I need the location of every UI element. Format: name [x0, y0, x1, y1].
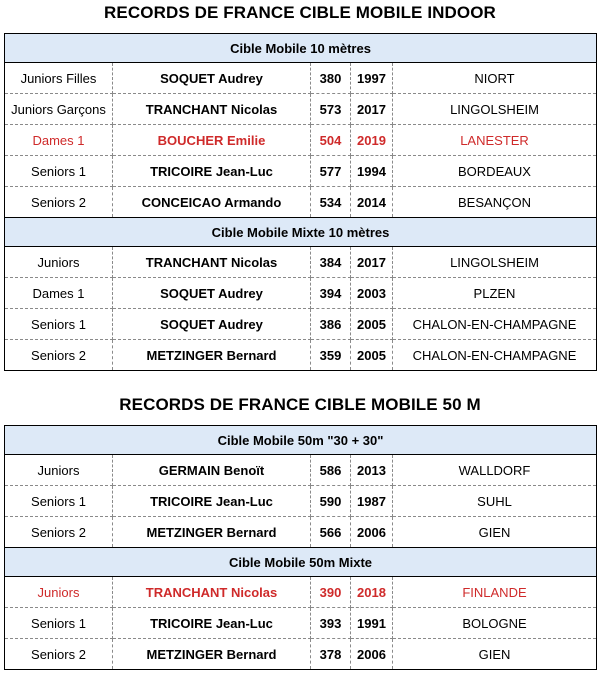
year-cell: 2006 [351, 517, 393, 548]
table-row [5, 63, 597, 94]
category-cell: Seniors 2 [5, 517, 113, 548]
year-cell: 2013 [351, 455, 393, 486]
score-cell: 504 [311, 125, 351, 156]
table-row [5, 309, 597, 340]
category-cell: Juniors [5, 247, 113, 278]
year-cell: 2003 [351, 278, 393, 309]
category-cell: Juniors Garçons [5, 94, 113, 125]
section-header [5, 218, 597, 247]
place-cell: BOLOGNE [393, 608, 597, 639]
score-cell: 378 [311, 639, 351, 670]
place-cell: FINLANDE [393, 577, 597, 608]
shooter-name-cell: TRANCHANT Nicolas [113, 577, 311, 608]
shooter-name-cell: TRANCHANT Nicolas [113, 94, 311, 125]
year-cell: 2005 [351, 309, 393, 340]
year-cell: 1991 [351, 608, 393, 639]
year-cell: 2017 [351, 247, 393, 278]
table-row [5, 156, 597, 187]
table-row-highlighted [5, 125, 597, 156]
year-cell: 1994 [351, 156, 393, 187]
shooter-name-cell: GERMAIN Benoït [113, 455, 311, 486]
place-cell: LANESTER [393, 125, 597, 156]
shooter-name-cell: BOUCHER Emilie [113, 125, 311, 156]
place-cell: NIORT [393, 63, 597, 94]
score-cell: 380 [311, 63, 351, 94]
shooter-name-cell: TRICOIRE Jean-Luc [113, 486, 311, 517]
place-cell: CHALON-EN-CHAMPAGNE [412, 347, 577, 363]
place-cell: SUHL [393, 486, 597, 517]
fifty-m-records-table [4, 425, 597, 670]
table-row [5, 247, 597, 278]
fifty-m-records-title: RECORDS DE FRANCE CIBLE MOBILE 50 M [119, 395, 481, 414]
indoor-records-title: RECORDS DE FRANCE CIBLE MOBILE INDOOR [104, 3, 496, 22]
year-cell: 2005 [351, 340, 393, 371]
score-cell: 393 [311, 608, 351, 639]
year-cell: 1997 [351, 63, 393, 94]
score-cell: 390 [311, 577, 351, 608]
place-cell: PLZEN [393, 278, 597, 309]
table-row [5, 455, 597, 486]
shooter-name-cell: METZINGER Bernard [113, 639, 311, 670]
category-cell: Seniors 2 [5, 639, 113, 670]
category-cell: Dames 1 [5, 278, 113, 309]
score-cell: 566 [311, 517, 351, 548]
table-row [5, 340, 597, 371]
category-cell: Juniors Filles [5, 63, 113, 94]
place-cell: CHALON-EN-CHAMPAGNE [393, 309, 597, 340]
shooter-name-cell: SOQUET Audrey [113, 63, 311, 94]
shooter-name-cell: METZINGER Bernard [113, 340, 311, 371]
category-cell: Seniors 1 [5, 309, 113, 340]
table-row-highlighted [5, 577, 597, 608]
score-cell: 384 [311, 247, 351, 278]
table-row [5, 278, 597, 309]
shooter-name-cell: TRICOIRE Jean-Luc [113, 156, 311, 187]
place-cell: WALLDORF [393, 455, 597, 486]
score-cell: 359 [311, 340, 351, 371]
indoor-records-table [4, 33, 597, 371]
year-cell: 2017 [351, 94, 393, 125]
score-cell: 386 [311, 309, 351, 340]
shooter-name-cell: SOQUET Audrey [113, 278, 311, 309]
table-row [5, 94, 597, 125]
category-cell: Seniors 1 [5, 156, 113, 187]
score-cell: 573 [311, 94, 351, 125]
year-cell: 2006 [351, 639, 393, 670]
section-heading: Cible Mobile 50m "30 + 30" [5, 426, 597, 455]
shooter-name-cell: TRANCHANT Nicolas [113, 247, 311, 278]
category-cell: Dames 1 [5, 125, 113, 156]
section-header [5, 34, 597, 63]
score-cell: 590 [311, 486, 351, 517]
section-header [5, 548, 597, 577]
place-cell: GIEN [393, 517, 597, 548]
category-cell: Seniors 2 [5, 340, 113, 371]
category-cell: Juniors [5, 455, 113, 486]
category-cell: Seniors 2 [5, 187, 113, 218]
table-row [5, 486, 597, 517]
section-header [5, 426, 597, 455]
year-cell: 2018 [351, 577, 393, 608]
section-heading: Cible Mobile 50m Mixte [5, 548, 597, 577]
score-cell: 534 [311, 187, 351, 218]
shooter-name-cell: CONCEICAO Armando [113, 187, 311, 218]
score-cell: 577 [311, 156, 351, 187]
place-cell: BESANÇON [393, 187, 597, 218]
category-cell: Seniors 1 [5, 608, 113, 639]
category-cell: Seniors 1 [5, 486, 113, 517]
place-cell: LINGOLSHEIM [393, 94, 597, 125]
category-cell: Juniors [5, 577, 113, 608]
table-row [5, 187, 597, 218]
year-cell: 2019 [351, 125, 393, 156]
table-row [5, 639, 597, 670]
place-cell: BORDEAUX [393, 156, 597, 187]
score-cell: 394 [311, 278, 351, 309]
place-cell: LINGOLSHEIM [393, 247, 597, 278]
table-row [5, 608, 597, 639]
table-row [5, 517, 597, 548]
year-cell: 2014 [351, 187, 393, 218]
place-cell: GIEN [478, 646, 511, 662]
shooter-name-cell: METZINGER Bernard [113, 517, 311, 548]
section-heading: Cible Mobile Mixte 10 mètres [5, 218, 597, 247]
year-cell: 1987 [351, 486, 393, 517]
score-cell: 586 [311, 455, 351, 486]
shooter-name-cell: TRICOIRE Jean-Luc [113, 608, 311, 639]
section-heading: Cible Mobile 10 mètres [5, 34, 597, 63]
shooter-name-cell: SOQUET Audrey [113, 309, 311, 340]
